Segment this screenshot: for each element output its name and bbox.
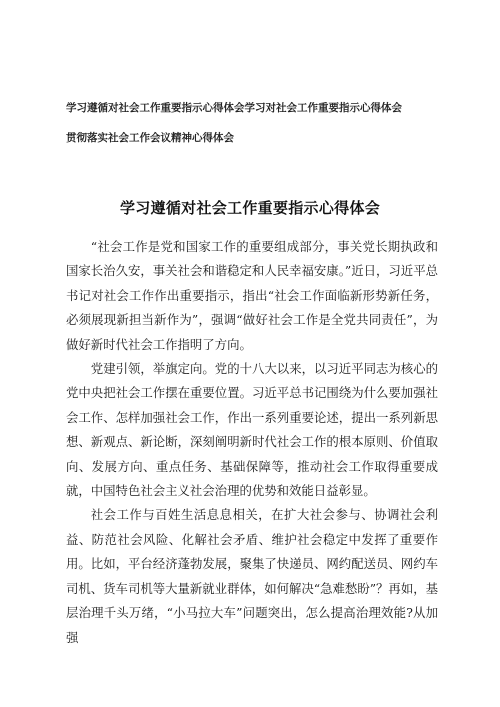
- document-body: [66, 235, 438, 650]
- document-title: 学习遵循对社会工作重要指示心得体会: [119, 199, 381, 218]
- paragraph: “社会工作是党和国家工作的重要组成部分，事关党长期执政和国家长治久安，事关社会和谐稳定和人民幸福安康。”近日，习近平总书记对社会工作作出重要指示，指出“社会工作面临新形势新任务，必须展现新担当新作为”，强调“做好社会工作是全党共同责任”，为做好新时代社会工作指明了方向。: [66, 239, 438, 352]
- toc-item: 贯彻落实社会工作会议精神心得体会: [66, 132, 234, 144]
- table-of-contents: [66, 101, 446, 145]
- toc-item: 学习遵循对社会工作重要指示心得体会学习对社会工作重要指示心得体会: [66, 102, 402, 114]
- paragraph: 党建引领，举旗定向。党的十八大以来，以习近平同志为核心的党中央把社会工作摆在重要位置。习近平总书记围绕为什么要加强社会工作、怎样加强社会工作，作出一系列重要论述，提出一系列新思想、新观点、新论断，深刻阐明新时代社会工作的根本原则、价值取向、发展方向、重点任务、基础保障等，推动社会工作取得重要成就，中国特色社会主义社会治理的优势和效能日益彰显。: [66, 361, 438, 499]
- paragraph: 社会工作与百姓生活息息相关，在扩大社会参与、协调社会利益、防范社会风险、化解社会矛盾、维护社会稳定中发挥了重要作用。比如，平台经济蓬勃发展，聚集了快递员、网约配送员、网约车司机、货车司机等大量新就业群体，如何解决“急难愁盼”？再如，基层治理千头万绪，“小马拉大车”问题突出，怎么提高治理效能?从加强: [66, 507, 438, 645]
